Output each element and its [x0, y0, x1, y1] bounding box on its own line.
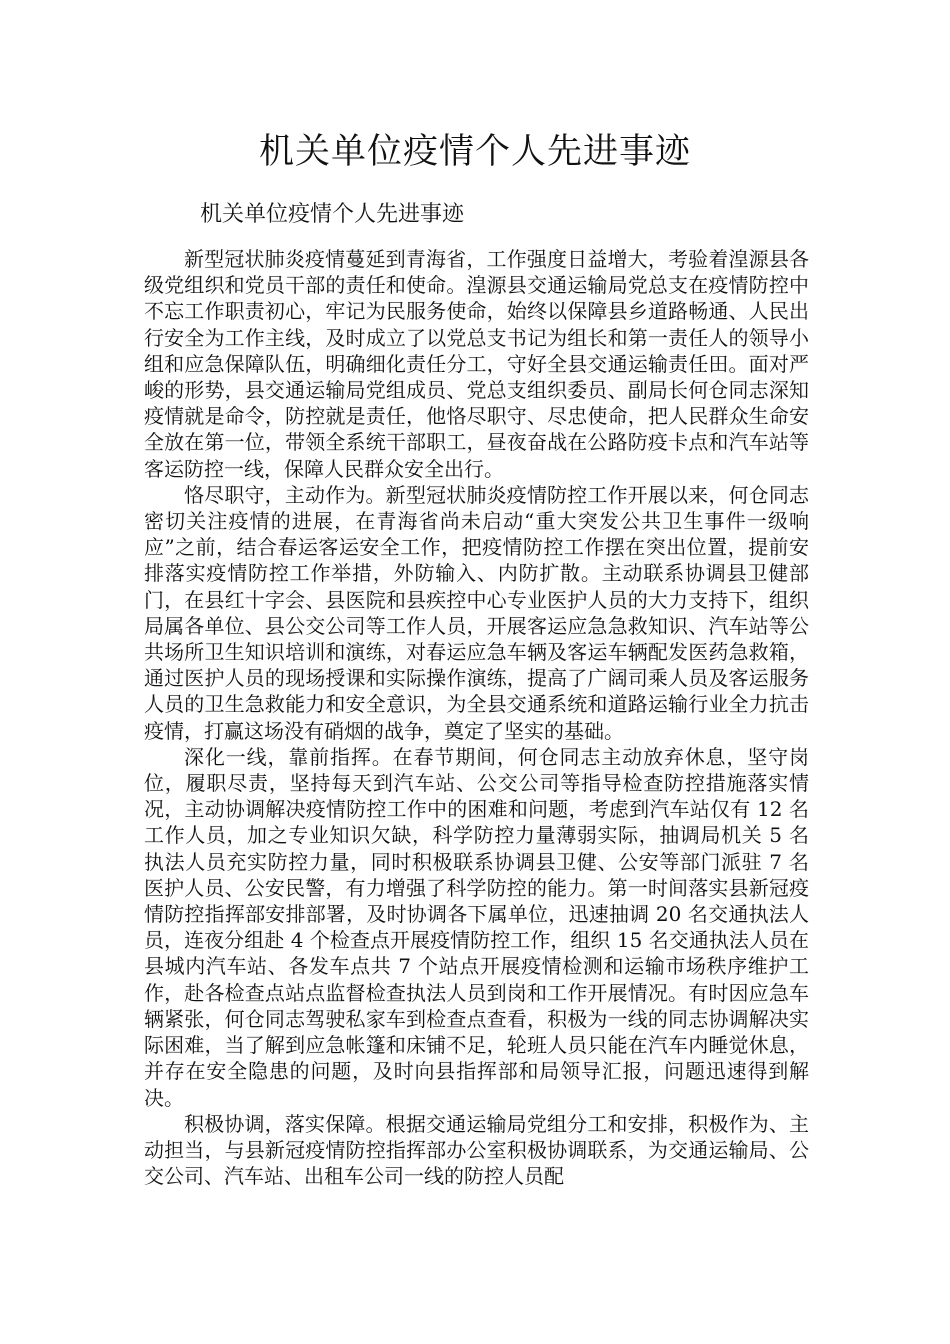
document-body	[144, 246, 809, 1189]
paragraph-4: 积极协调，落实保障。根据交通运输局党组分工和安排，积极作为、主动担当，与县新冠疫情防控指挥部办公室积极协调联系，为交通运输局、公交公司、汽车站、出租车公司一线的防控人员配	[144, 1111, 809, 1189]
paragraph-2: 恪尽职守，主动作为。新型冠状肺炎疫情防控工作开展以来，何仓同志密切关注疫情的进展，在青海省尚未启动“重大突发公共卫生事件一级响应”之前，结合春运客运安全工作，把疫情防控工作摆在突出位置，提前安排落实疫情防控工作举措，外防输入、内防扩散。主动联系协调县卫健部门，在县红十字会、县医院和县疾控中心专业医护人员的大力支持下，组织局属各单位、县公交公司等工作人员，开展客运应急急救知识、汽车站等公共场所卫生知识培训和演练，对春运应急车辆及客运车辆配发医药急救箱，通过医护人员的现场授课和实际操作演练，提高了广阔司乘人员及客运服务人员的卫生急救能力和安全意识，为全县交通系统和道路运输行业全力抗击疫情，打赢这场没有硝烟的战争，奠定了坚实的基础。	[144, 482, 809, 743]
paragraph-3: 深化一线，靠前指挥。在春节期间，何仓同志主动放弃休息，坚守岗位，履职尽责，坚持每天到汽车站、公交公司等指导检查防控措施落实情况，主动协调解决疫情防控工作中的困难和问题，考虑到汽车站仅有 12 名工作人员，加之专业知识欠缺，科学防控力量薄弱实际，抽调局机关 5 名执法人员充实防控力量，同时积极联系协调县卫健、公安等部门派驻 7 名医护人员、公安民警，有力增强了科学防控的能力。第一时间落实县新冠疫情防控指挥部安排部署，及时协调各下属单位，迅速抽调 20 名交通执法人员，连夜分组赴 4 个检查点开展疫情防控工作，组织 15 名交通执法人员在县城内汽车站、各发车点共 7 个站点开展疫情检测和运输市场秩序维护工作，赴各检查点站点监督检查执法人员到岗和工作开展情况。有时因应急车辆紧张，何仓同志驾驶私家车到检查点查看，积极为一线的同志协调解决实际困难，当了解到应急帐篷和床铺不足，轮班人员只能在汽车内睡觉休息，并存在安全隐患的问题，及时向县指挥部和局领导汇报，问题迅速得到解决。	[144, 744, 809, 1110]
paragraph-1: 新型冠状肺炎疫情蔓延到青海省，工作强度日益增大，考验着湟源县各级党组织和党员干部的责任和使命。湟源县交通运输局党总支在疫情防控中不忘工作职责初心，牢记为民服务使命，始终以保障县乡道路畅通、人民出行安全为工作主线，及时成立了以党总支书记为组长和第一责任人的领导小组和应急保障队伍，明确细化责任分工，守好全县交通运输责任田。面对严峻的形势，县交通运输局党组成员、党总支组织委员、副局长何仓同志深知疫情就是命令，防控就是责任，他恪尽职守、尽忠使命，把人民群众生命安全放在第一位，带领全系统干部职工，昼夜奋战在公路防疫卡点和汽车站等客运防控一线，保障人民群众安全出行。	[144, 247, 809, 481]
document-title: 机关单位疫情个人先进事迹	[258, 132, 691, 172]
document-subtitle: 机关单位疫情个人先进事迹	[200, 202, 465, 227]
